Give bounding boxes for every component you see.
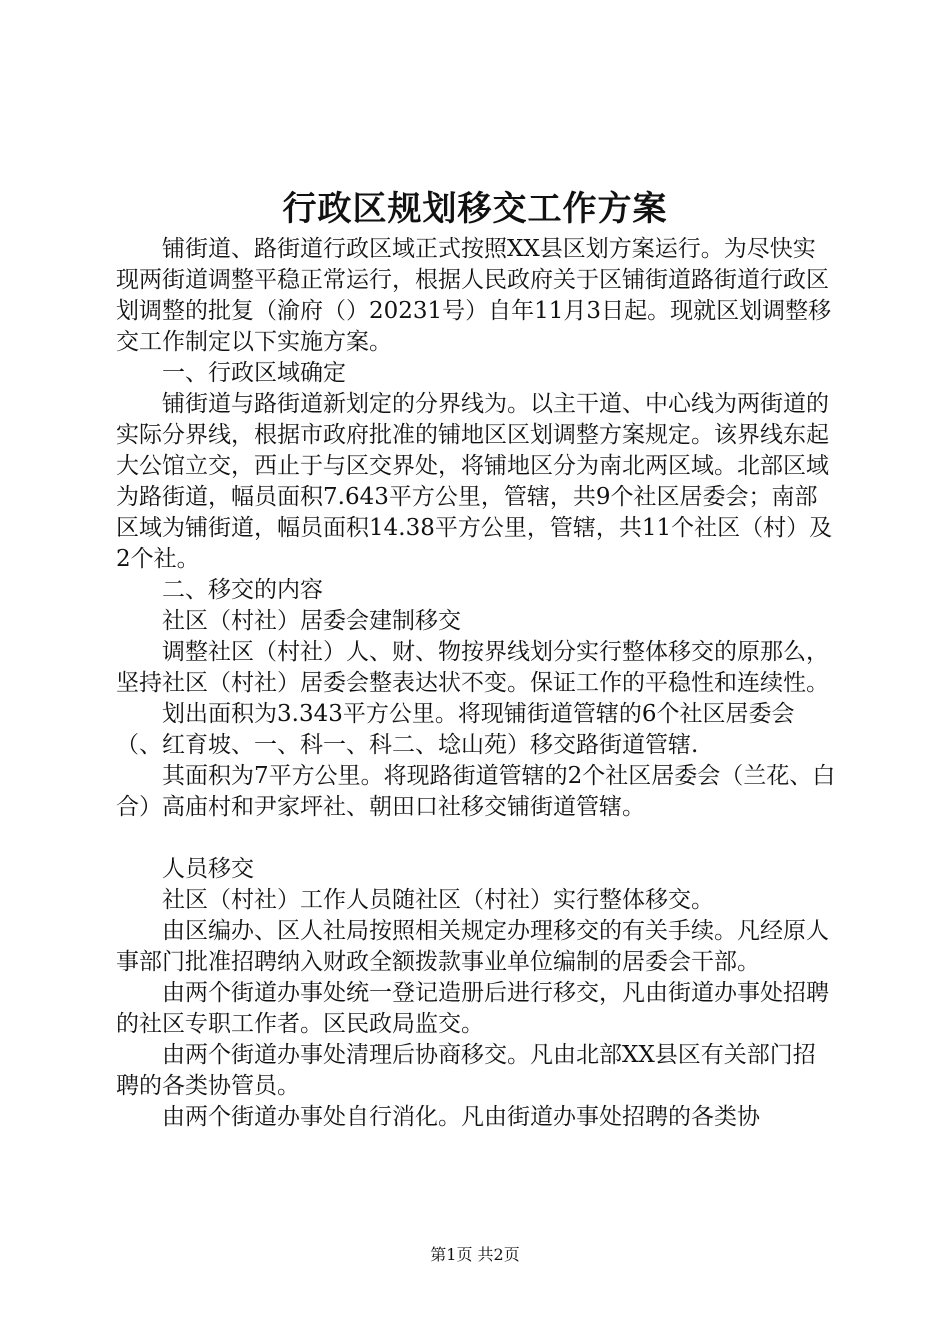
paragraph-registration: 由两个街道办事处统一登记造册后进行移交，凡由街道办事处招聘的社区专职工作者。区民政局监交。 [116,980,829,1037]
page-footer: 第1页 共2页 [430,1245,520,1264]
paragraph-staff-transfer: 社区（村社）工作人员随社区（村社）实行整体移交。 [162,887,714,913]
paragraph-area-in: 其面积为7平方公里。将现路街道管辖的2个社区居委会（兰花、白合）高庙村和尹家坪社、朝田口社移交铺街道管辖。 [116,763,836,820]
paragraph-coordinators: 由两个街道办事处清理后协商移交。凡由北部XX县区有关部门招聘的各类协管员。 [116,1042,816,1099]
subheading-personnel: 人员移交 [162,856,254,882]
blank-line [116,823,836,854]
paragraph-principle: 调整社区（村社）人、财、物按界线划分实行整体移交的原那么，坚持社区（村社）居委会整表达状不变。保证工作的平稳性和连续性。 [116,639,829,696]
subheading-community-transfer: 社区（村社）居委会建制移交 [162,608,461,634]
document-body [116,234,836,1133]
paragraph-boundary: 铺街道与路街道新划定的分界线为。以主干道、中心线为两街道的实际分界线，根据市政府批准的铺地区区划调整方案规定。该界线东起大公馆立交，西止于与区交界处，将铺地区分为南北两区域。北部区域为路街道，幅员面积7.643平方公里，管辖，共9个社区居委会；南部区域为铺街道，幅员面积14.38平方公里，管辖，共11个社区（村）及2个社。 [116,391,833,572]
section-heading-1: 一、行政区域确定 [162,360,346,386]
paragraph-area-out: 划出面积为3.343平方公里。将现铺街道管辖的6个社区居委会（、红育坡、一、科一、科二、埝山苑）移交路街道管辖. [116,701,795,758]
paragraph-self-digest: 由两个街道办事处自行消化。凡由街道办事处招聘的各类协 [162,1104,760,1130]
paragraph-intro: 铺街道、路街道行政区域正式按照XX县区划方案运行。为尽快实现两街道调整平稳正常运行，根据人民政府关于区铺街道路街道行政区划调整的批复（渝府（）20231号）自年11月3日起。现就区划调整移交工作制定以下实施方案。 [116,236,832,355]
section-heading-2: 二、移交的内容 [162,577,323,603]
paragraph-establishment: 由区编办、区人社局按照相关规定办理移交的有关手续。凡经原人事部门批准招聘纳入财政全额拨款事业单位编制的居委会干部。 [116,918,829,975]
document-title: 行政区规划移交工作方案 [282,189,668,229]
